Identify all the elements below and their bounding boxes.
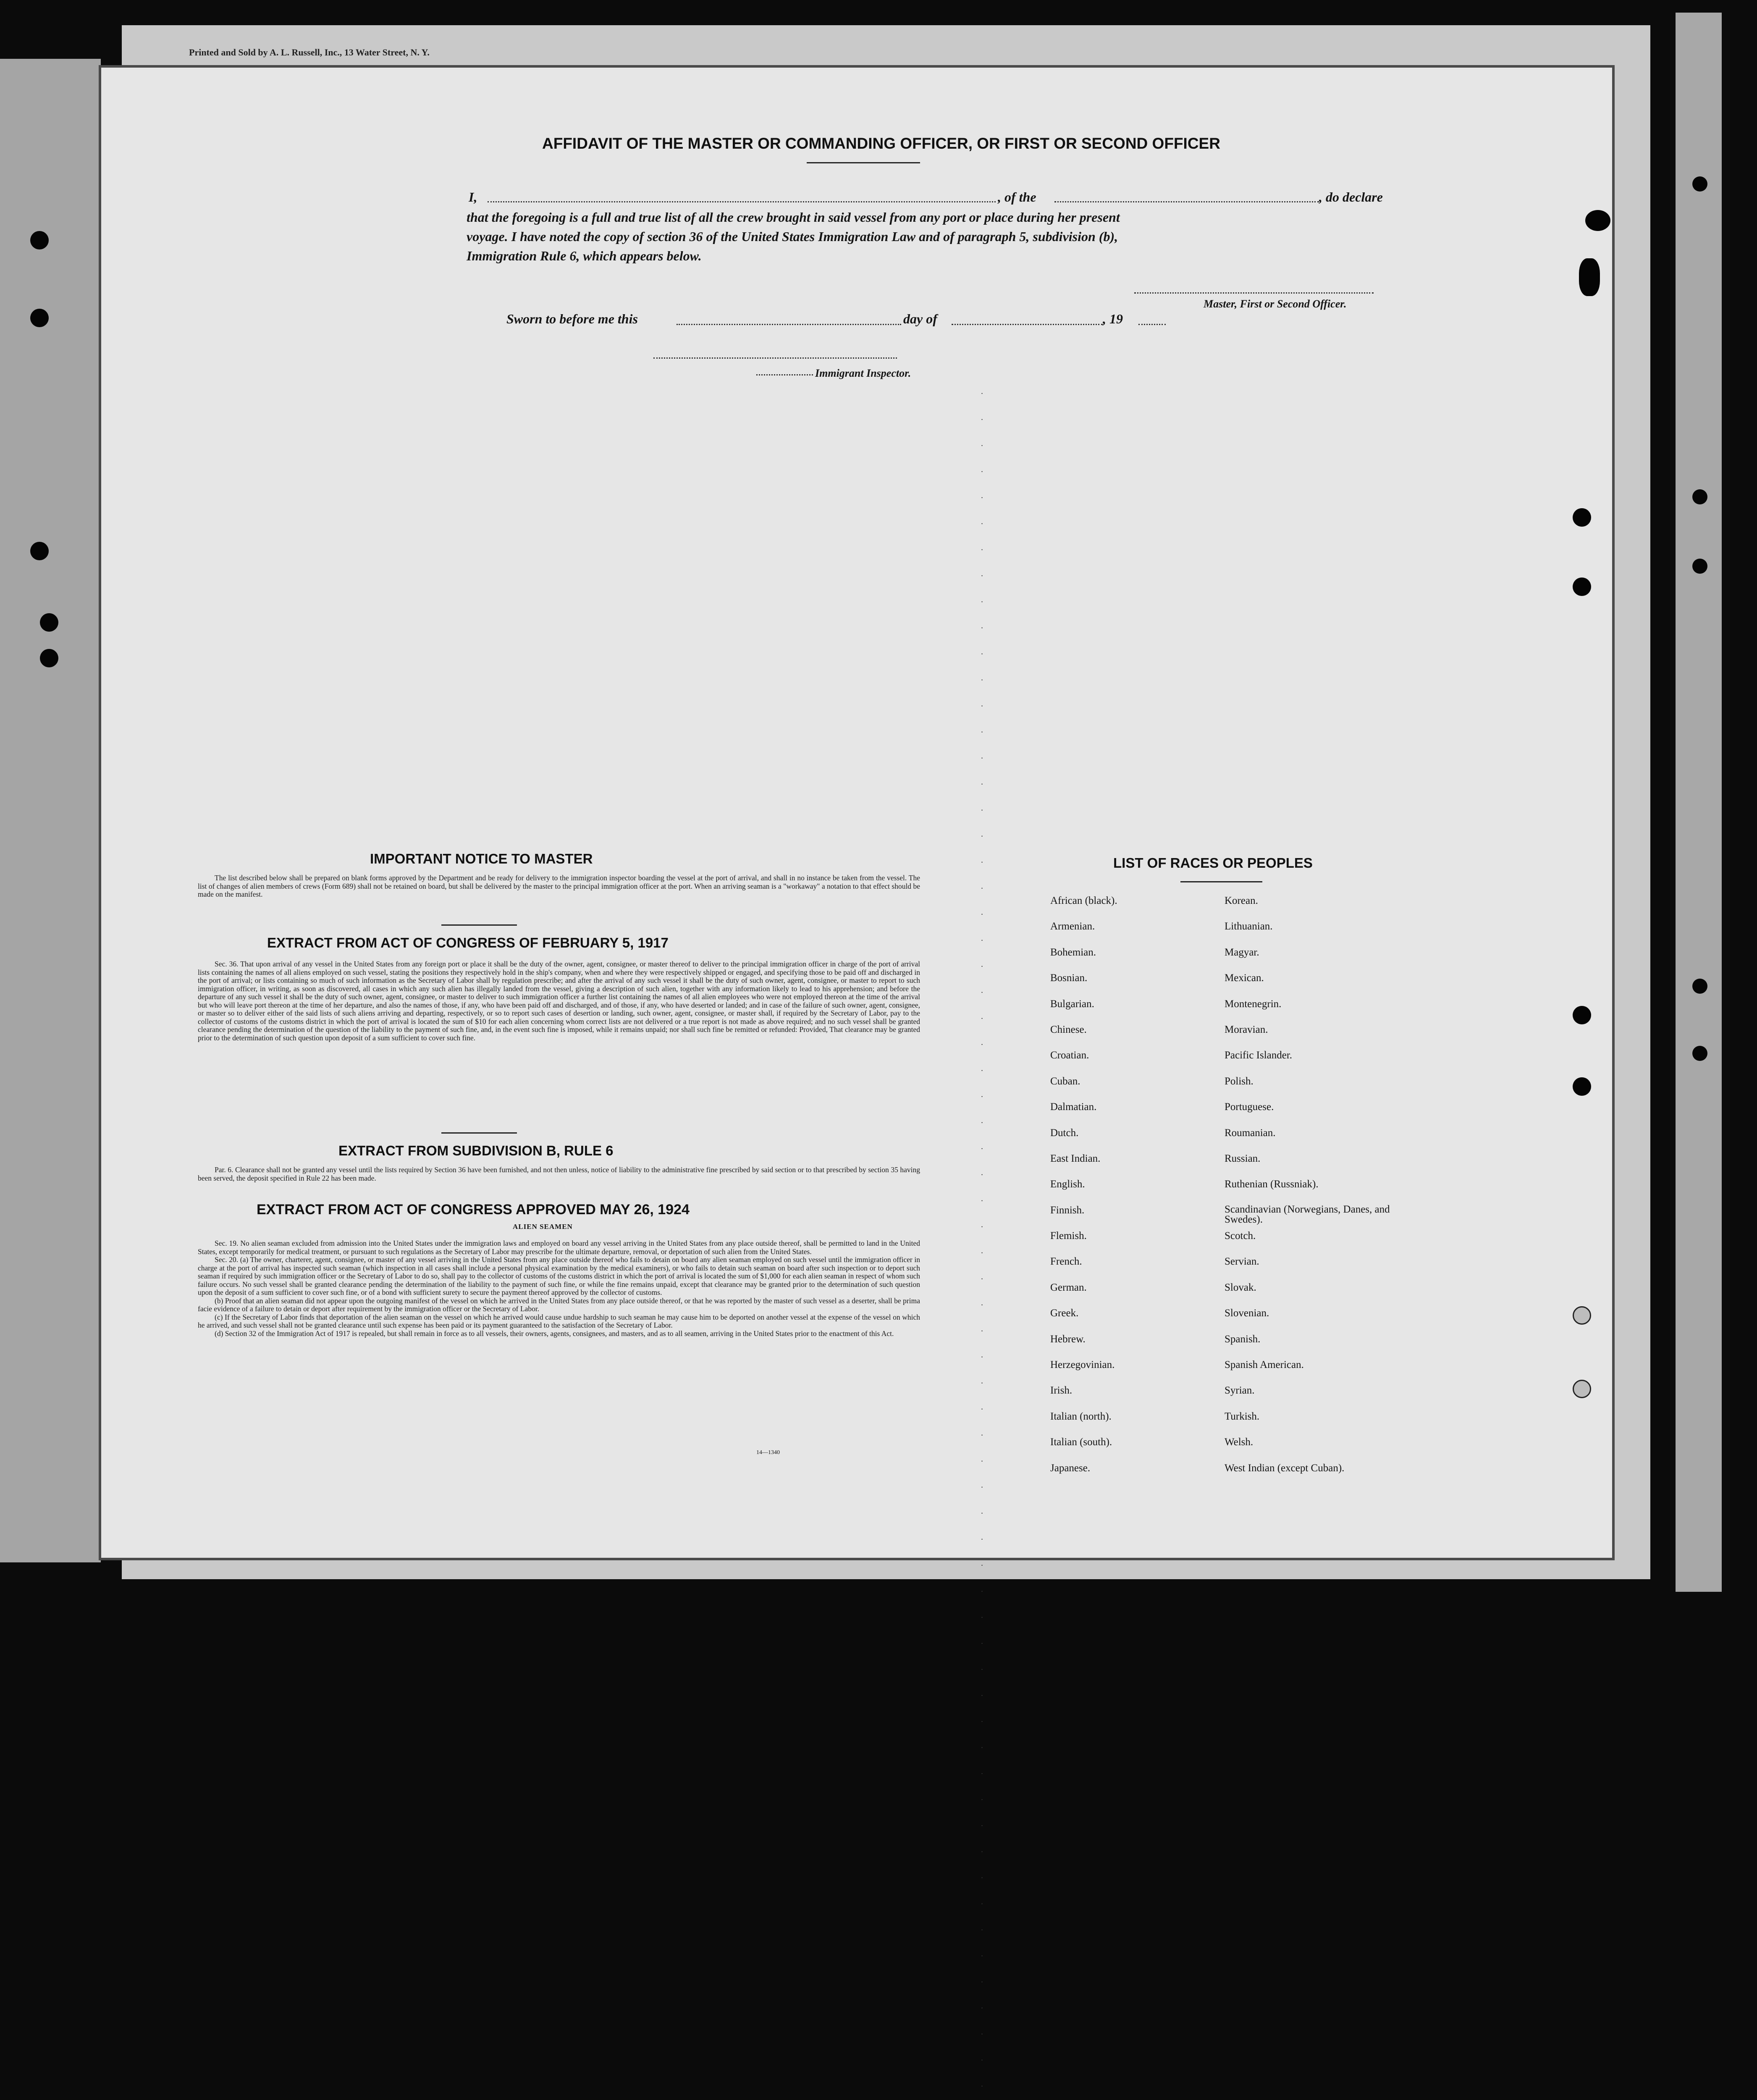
race-item: Moravian.	[1225, 1024, 1268, 1035]
sworn-year: , 19	[1103, 311, 1123, 326]
affidavit-line-4: Immigration Rule 6, which appears below.	[467, 248, 702, 263]
race-item: African (black).	[1050, 895, 1117, 906]
affidavit-do-declare: , do declare	[1319, 189, 1383, 205]
race-item: Dalmatian.	[1050, 1101, 1097, 1113]
race-item: Scotch.	[1225, 1230, 1256, 1242]
faint-column-marks: . . . . . . . . . . . . . . . . . . . . . . . . . . . . . . . . . . . . . . . . . . . . . . . . . . . . . . . . . . . . . . . . . .	[981, 387, 989, 2089]
extract-1917-paragraph: Sec. 36. That upon arrival of any vessel in the United States from any foreign port or place it shall be the duty of the owner, agent, consignee, or master thereof to deliver to the principal immigration officer in charge of the port of arrival lists containing the names of all aliens employed on such vessel, stating the positions they respectively hold in the ship's company, when and where they were respectively shipped or engaged, and specifying those to be paid off and discharged in the port of arrival; or lists containing so much of such information as the Secretary of Labor shall by regulation prescribe; and after the arrival of any such vessel it shall be the duty of such owner, agent, consignee, or master to report to such immigration officer, in writing, as soon as discovered, all cases in which any such alien has illegally landed from the vessel, giving a description of such alien, together with any information likely to lead to his apprehension; and before the departure of any such vessel it shall be the duty of such owner, agent, consignee, or master to deliver to such immigration officer a further list containing the names of all alien employees who were not employed thereon at the time of the arrival but who will leave port thereon at the time of her departure, and also the names of those, if any, who have been paid off and discharged, and of those, if any, who have deserted or landed; and in case of the failure of such owner, agent, consignee, or master so to deliver either of the said lists of such aliens arriving and departing, respectively, or so to report such cases of desertion or landing, such owner, agent, consignee, or master shall, if required by the Secretary of Labor, pay to the collector of customs of the customs district in which the port of arrival is located the sum of $10 for each alien concerning whom correct lists are not delivered or a true report is not made as above required; and no such vessel shall be granted clearance pending the determination of the question of the liability to the payment of such fine, and, in the event such fine is imposed, while it remains unpaid; nor shall such fine be remitted or refunded: Provided, That clearance may be granted prior to the determination of such question upon deposit of a sum sufficient to cover such fine.	[198, 960, 920, 1042]
binder-hole-icon	[1573, 1077, 1591, 1096]
inspector-lead-dots	[756, 374, 813, 375]
binder-hole-icon	[1573, 508, 1591, 527]
race-item: Chinese.	[1050, 1024, 1087, 1035]
affidavit-heading-rule	[807, 162, 920, 163]
binder-hole-icon	[30, 231, 49, 249]
extract-rule6-text	[198, 1166, 920, 1182]
sec-20a-paragraph: Sec. 20. (a) The owner, charterer, agent, consignee, or master of any vessel arriving in the United States from any place outside thereof who fails to detain on board any alien seaman employed on such vessel until the immigration officer in charge at the port of arrival has inspected such seaman (which inspection in all cases shall include a personal physical examination by the medical examiners), or who fails to detain such seaman on board after such inspection or to deport such seaman if required by such immigration officer or the Secretary of Labor to do so, shall pay to the collector of customs of the customs district in which the port of arrival is located the sum of $1,000 for each alien seaman in respect of whom such failure occurs. No such vessel shall be granted clearance pending the determination of the liability to the payment of such fine, or while the fine remains unpaid, except that clearance may be granted prior to the determination of such question upon the deposit of a sum sufficient to cover such fine, or of a bond with sufficient surety to secure the payment thereof approved by the collector of customs.	[198, 1255, 920, 1297]
sec-19-paragraph: Sec. 19. No alien seaman excluded from admission into the United States under the immigration laws and employed on board any vessel arriving in the United States from any place outside thereof, shall be permitted to land in the United States, except temporarily for medical treatment, or pursuant to such regulations as the Secretary of Labor may prescribe for the ultimate departure, removal, or deportation of such alien from the United States.	[198, 1239, 920, 1256]
race-item: Hebrew.	[1050, 1333, 1086, 1345]
binder-hole-icon	[1692, 1046, 1707, 1061]
master-signature-label: Master, First or Second Officer.	[1204, 298, 1347, 310]
race-item: Scandinavian (Norwegians, Danes, and Swedes).	[1225, 1203, 1390, 1225]
race-item: Slovenian.	[1225, 1307, 1269, 1319]
binder-hole-icon	[30, 542, 49, 560]
affidavit-line-3: voyage. I have noted the copy of section 36 of the United States Immigration Law and of paragraph 5, subdivision (b),	[467, 229, 1118, 244]
affidavit-i: I,	[469, 189, 477, 205]
binder-hole-icon	[1692, 176, 1707, 192]
binder-hole-icon	[30, 309, 49, 327]
extract-1924-text	[198, 1239, 920, 1338]
binder-hole-icon	[1692, 979, 1707, 994]
race-item: Finnish.	[1050, 1204, 1085, 1216]
race-item: Pacific Islander.	[1225, 1050, 1293, 1061]
race-item: Welsh.	[1225, 1436, 1254, 1448]
race-item: Bosnian.	[1050, 972, 1088, 984]
race-item: German.	[1050, 1281, 1087, 1293]
manifest-back-sheet	[99, 65, 1615, 2089]
extract-rule6-paragraph: Par. 6. Clearance shall not be granted any vessel until the lists required by Section 36 have been furnished, and not then unless, notice of liability to the administrative fine prescribed by said section or to that prescribed by section 35 having been served, the deposit specified in Rule 22 has been made.	[198, 1166, 920, 1182]
binder-hole-icon	[1585, 210, 1610, 231]
binder-hole-icon	[40, 613, 58, 632]
extract-1924-heading: EXTRACT FROM ACT OF CONGRESS APPROVED MAY 26, 1924	[257, 1202, 690, 1218]
race-item: Spanish.	[1225, 1333, 1261, 1345]
race-item: Italian (north).	[1050, 1410, 1112, 1422]
sworn-before: Sworn to before me this	[506, 311, 638, 326]
race-item: Magyar.	[1225, 946, 1259, 958]
extract-1917-text	[198, 960, 920, 1042]
race-item: Portuguese.	[1225, 1101, 1274, 1113]
race-item: Italian (south).	[1050, 1436, 1112, 1448]
printer-imprint: Printed and Sold by A. L. Russell, Inc., 13 Water Street, N. Y.	[189, 47, 430, 58]
race-item: Slovak.	[1225, 1281, 1256, 1293]
binder-hole-icon	[1692, 489, 1707, 504]
race-item: Croatian.	[1050, 1050, 1089, 1061]
races-heading-rule	[1180, 881, 1262, 882]
race-item: Roumanian.	[1225, 1127, 1276, 1139]
binder-hole-icon	[1692, 559, 1707, 574]
race-item: Korean.	[1225, 895, 1258, 906]
sworn-year-blank	[1138, 324, 1166, 325]
race-item: French.	[1050, 1256, 1082, 1268]
race-item: English.	[1050, 1179, 1085, 1190]
sworn-month-blank	[952, 324, 1103, 325]
race-item: East Indian.	[1050, 1152, 1101, 1164]
affidavit-line-2: that the foregoing is a full and true list of all the crew brought in said vessel from any port or place during her present	[467, 210, 1120, 225]
right-binding-strip	[1676, 13, 1722, 1592]
race-item: Cuban.	[1050, 1075, 1080, 1087]
sec-20b-paragraph: (b) Proof that an alien seaman did not appear upon the outgoing manifest of the vessel on which he arrived in the United States from any place outside thereof, or that he was reported by the master of such vessel as a deserter, shall be prima facie evidence of a failure to detain or deport after requirement by the immigration officer or the Secretary of Labor.	[198, 1296, 920, 1313]
races-right-column	[1225, 895, 1401, 1488]
sworn-day-blank	[677, 324, 901, 325]
sec-20c-paragraph: (c) If the Secretary of Labor finds that deportation of the alien seaman on the vessel on which he arrived would cause undue hardship to such seaman he may cause him to be deported on another vessel at the expense of the vessel on which he arrived, and such vessel shall not be granted clearance until such expense has been paid or its payment guaranteed to the satisfaction of the Secretary of Labor.	[198, 1312, 920, 1329]
notice-text	[198, 874, 920, 899]
binder-hole-open-icon	[1573, 1306, 1591, 1325]
form-number: 14—1340	[756, 1449, 780, 1456]
binder-hole-icon	[1573, 1006, 1591, 1024]
binder-hole-icon	[40, 649, 58, 667]
race-item: Greek.	[1050, 1307, 1079, 1319]
rule-6-rule	[441, 1132, 517, 1134]
extract-1917-heading: EXTRACT FROM ACT OF CONGRESS OF FEBRUARY 5, 1917	[267, 935, 669, 950]
extract-rule6-heading: EXTRACT FROM SUBDIVISION B, RULE 6	[338, 1143, 614, 1158]
race-item: Armenian.	[1050, 921, 1095, 932]
race-item: Montenegrin.	[1225, 998, 1282, 1010]
inspector-label: Immigrant Inspector.	[815, 367, 911, 379]
left-page-edge	[0, 59, 101, 1562]
races-heading: LIST OF RACES OR PEOPLES	[1113, 855, 1313, 871]
race-item: Bohemian.	[1050, 946, 1096, 958]
race-item: Dutch.	[1050, 1127, 1079, 1139]
affidavit-heading: AFFIDAVIT OF THE MASTER OR COMMANDING OFFICER, OR FIRST OR SECOND OFFICER	[542, 135, 1220, 152]
race-item: Japanese.	[1050, 1462, 1091, 1474]
race-item: Irish.	[1050, 1385, 1073, 1396]
race-item: Servian.	[1225, 1256, 1259, 1268]
race-item: Ruthenian (Russniak).	[1225, 1179, 1319, 1190]
binder-hole-open-icon	[1573, 1380, 1591, 1398]
binder-hole-icon	[1573, 578, 1591, 596]
race-item: Turkish.	[1225, 1410, 1260, 1422]
race-item: Syrian.	[1225, 1385, 1255, 1396]
rule-1917-left	[441, 924, 517, 926]
notice-paragraph: The list described below shall be prepared on blank forms approved by the Department and be ready for delivery to the immigration inspector boarding the vessel at the port of arrival, and shall in no instance be taken from the vessel. The list of changes of alien members of crews (Form 689) shall not be retained on board, but shall be delivered by the master to the principal immigration officer at the port. When an arriving seaman is a "workaway" a notation to that effect should be made on the manifest.	[198, 874, 920, 898]
race-item: Bulgarian.	[1050, 998, 1094, 1010]
race-item: Herzegovinian.	[1050, 1359, 1115, 1371]
race-item: Flemish.	[1050, 1230, 1087, 1242]
sec-20d-paragraph: (d) Section 32 of the Immigration Act of 1917 is repealed, but shall remain in force as to all vessels, their owners, agents, consignees, and masters, and as to all seamen, arriving in the United States prior to the enactment of this Act.	[215, 1329, 894, 1338]
race-item: Mexican.	[1225, 972, 1264, 984]
race-item: Polish.	[1225, 1075, 1254, 1087]
race-item: West Indian (except Cuban).	[1225, 1462, 1345, 1474]
master-signature-line	[1134, 292, 1374, 294]
notice-heading: IMPORTANT NOTICE TO MASTER	[370, 851, 593, 866]
affidavit-of-the: , of the	[998, 189, 1036, 205]
race-item: Russian.	[1225, 1152, 1261, 1164]
vessel-name-blank	[1054, 201, 1319, 202]
alien-seamen-subheading: ALIEN SEAMEN	[513, 1223, 573, 1231]
declarant-name-blank	[488, 201, 996, 202]
sworn-day-of: day of	[903, 311, 937, 326]
inspector-signature-line	[653, 357, 897, 359]
race-item: Spanish American.	[1225, 1359, 1304, 1371]
races-left-column	[1050, 895, 1189, 1488]
race-item: Lithuanian.	[1225, 921, 1273, 932]
binder-hole-icon	[1579, 258, 1600, 296]
